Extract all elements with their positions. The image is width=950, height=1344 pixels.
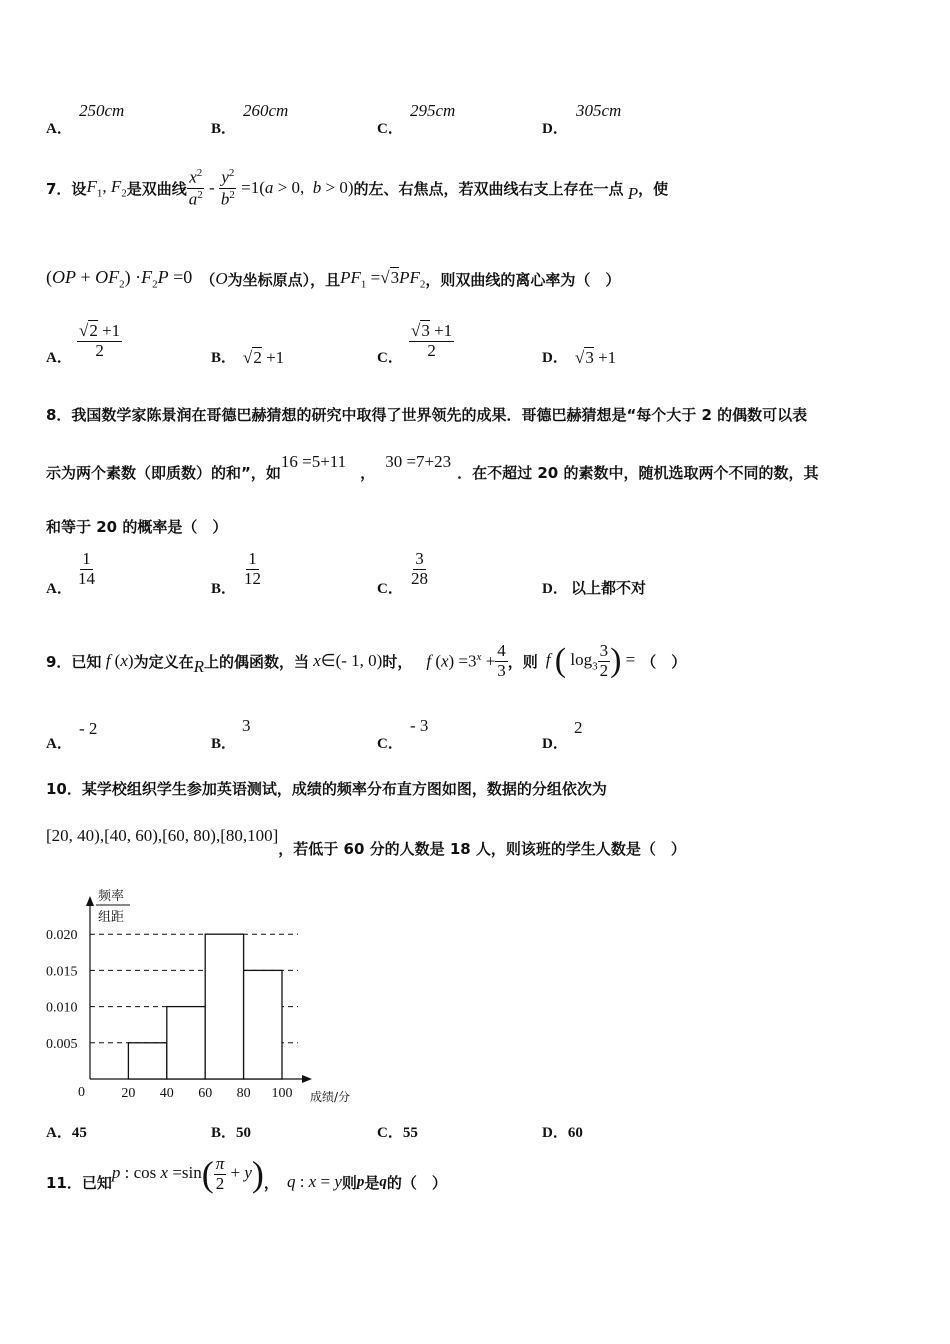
- q9-option-d-label: D．: [542, 736, 568, 752]
- q7-option-a-value: $\frac{√2 +1}{2}$: [79, 321, 121, 360]
- q8-text-2a: 示为两个素数（即质数）的和”，如: [46, 463, 281, 482]
- q6-option-c-value: 295cm: [410, 101, 456, 120]
- chart-ylabel-top: 频率: [98, 889, 125, 904]
- chart-origin-label: 0: [78, 1085, 85, 1100]
- q7-point-p: P: [623, 184, 639, 203]
- q8-option-d-label: D．: [542, 581, 568, 597]
- q8-option-a-value: $\frac{1}{14}$: [78, 549, 95, 588]
- q11-statement-p-end: + y): [226, 1154, 264, 1194]
- chart-bar: [205, 934, 243, 1079]
- q9-query: f ( $\log_3$: [545, 642, 598, 679]
- q9-frac-4-3: $\frac{4}{3}$: [497, 640, 506, 680]
- q8-option-b-label: B．: [211, 581, 237, 597]
- chart-y-tick-label: 0.015: [46, 964, 78, 980]
- chart-x-tick-label: 80: [236, 1086, 251, 1101]
- q10-option-c: C．55: [377, 1125, 418, 1141]
- q7-text-5: 为坐标原点），且: [227, 270, 341, 289]
- q7-hyperbola-condition: =1(a > 0, b > 0): [236, 178, 354, 197]
- chart-x-tick-label: 60: [198, 1086, 213, 1101]
- chart-x-axis-arrow: [302, 1075, 312, 1083]
- q9-option-b-label: B．: [211, 736, 237, 752]
- q8-text-2b: ．在不超过 20 的素数中，随机选取两个不同的数，其: [457, 463, 819, 482]
- q9-query-close: ) =: [610, 642, 636, 679]
- chart-bar: [167, 1007, 205, 1079]
- q10-option-b: B．50: [211, 1125, 252, 1141]
- q9-definition: f $(x) =3^x$ +: [426, 650, 496, 671]
- q11-line1: [46, 1155, 447, 1209]
- q9-text-3: 时，: [382, 652, 413, 671]
- q10-option-a: A．45: [46, 1125, 87, 1141]
- q7-option-d-label: D．: [542, 350, 568, 366]
- q7-line2: [46, 263, 620, 295]
- q6-option-d-label: D．: [542, 121, 568, 137]
- q9-text-2: 上的偶函数，当: [203, 652, 309, 671]
- q7-text-2: 的左、右焦点，若双曲线右支上存在一点: [353, 179, 624, 198]
- chart-y-tick-label: 0.010: [46, 1000, 78, 1016]
- chart-y-axis-arrow: [86, 896, 94, 906]
- q9-domain: x∈(- 1, 0): [313, 651, 383, 670]
- q7-text-6: ，则双曲线的离心率为（ ）: [425, 270, 621, 289]
- q8-comma: ，: [360, 463, 376, 482]
- q8-option-c-label: C．: [377, 581, 403, 597]
- q7-vector-expression: $(OP + OF_2) \cdot F_2P =0$: [46, 267, 193, 291]
- q6-option-a-value: 250cm: [79, 101, 125, 120]
- q10-line2: [46, 824, 686, 860]
- q7-frac-x2a2: $\frac{x^2}{a^2}$: [188, 167, 203, 209]
- q7-foci: $F_1$, $F_2$: [86, 176, 127, 200]
- q9-option-a-label: A．: [46, 736, 72, 752]
- q10-groups: [20, 40),[40, 60),[60, 80),[80,100]: [46, 826, 279, 845]
- q11-frac-pi-2: $\frac{\pi}{2}$: [215, 1153, 225, 1193]
- q9-text-5: （ ）: [641, 652, 687, 671]
- q11-text-then: 则: [341, 1173, 357, 1192]
- q11-statement-q: q : x = y: [286, 1172, 342, 1191]
- q8-equation-2: 30 =7+23: [385, 452, 452, 471]
- q9-set-r: R: [193, 657, 204, 676]
- chart-x-tick-label: 100: [271, 1086, 293, 1101]
- histogram-chart: [40, 882, 370, 1114]
- q7-option-c-label: C．: [377, 350, 403, 366]
- chart-y-tick-label: 0.020: [46, 928, 78, 944]
- q6-option-b-label: B．: [211, 121, 237, 137]
- q9-option-c-value: - 3: [410, 716, 429, 735]
- q7-origin-o: O: [215, 269, 228, 288]
- q9-option-a-value: - 2: [79, 719, 98, 738]
- q7-option-d-value: √3 +1: [575, 348, 617, 367]
- chart-ylabel-bottom: 组距: [98, 910, 125, 925]
- q11-number: 11．已知: [46, 1173, 112, 1192]
- q9-option-d-value: 2: [574, 718, 583, 737]
- q11-statement-p: p : cos x =sin(: [111, 1154, 214, 1194]
- q7-option-c-value: $\frac{√3 +1}{2}$: [411, 321, 453, 360]
- q11-p: p: [356, 1173, 365, 1190]
- q7-option-a-label: A．: [46, 350, 72, 366]
- q10-line1: 10．某学校组织学生参加英语测试，成绩的频率分布直方图如图，数据的分组依次为: [46, 780, 607, 798]
- q7-option-b-label: B．: [211, 350, 237, 366]
- q9-line1: [46, 636, 686, 686]
- chart-y-tick-label: 0.005: [46, 1036, 78, 1052]
- q6-option-b-value: 260cm: [243, 101, 289, 120]
- q9-text-4: ，则: [507, 652, 538, 671]
- q7-pf-relation: $PF_1 =√3PF_2$: [340, 267, 426, 291]
- q7-frac-y2b2: $\frac{y^2}{b^2}$: [220, 167, 235, 209]
- chart-bar: [128, 1043, 166, 1079]
- q9-option-b-value: 3: [242, 716, 251, 735]
- q9-option-c-label: C．: [377, 736, 403, 752]
- q10-text-2: ，若低于 60 分的人数是 18 人，则该班的学生人数是（ ）: [278, 839, 686, 858]
- q8-option-a-label: A．: [46, 581, 72, 597]
- q7-text-4: （: [200, 270, 216, 289]
- q8-line3: 和等于 20 的概率是（ ）: [46, 518, 228, 536]
- q10-option-d: D．60: [542, 1125, 583, 1141]
- q11-comma: ，: [263, 1173, 279, 1192]
- q9-text-1: 为定义在: [133, 652, 194, 671]
- chart-x-tick-label: 40: [159, 1086, 174, 1101]
- q7-text-3: ，使: [638, 179, 669, 198]
- q8-line2: [46, 452, 818, 492]
- q8-line1: 8．我国数学家陈景润在哥德巴赫猜想的研究中取得了世界领先的成果．哥德巴赫猜想是“每个大于 2 的偶数可以表: [46, 406, 808, 424]
- q6-option-d-value: 305cm: [576, 101, 622, 120]
- q7-number: 7．设: [46, 179, 87, 198]
- q7-minus: -: [204, 178, 219, 197]
- q11-text-is: 是: [364, 1173, 380, 1192]
- q11-text-3: 的（ ）: [386, 1173, 447, 1192]
- q7-line1: [46, 163, 668, 213]
- q8-equation-1: 16 =5+11: [280, 452, 347, 471]
- q9-fx: f (x): [105, 651, 134, 670]
- q8-option-d-value: 以上都不对: [571, 579, 647, 597]
- chart-bar: [244, 970, 282, 1079]
- chart-xlabel: 成绩/分: [310, 1090, 351, 1104]
- q9-frac-3-2: $\frac{3}{2}$: [599, 640, 609, 680]
- q7-option-b-value: √2 +1: [243, 348, 285, 367]
- chart-x-tick-label: 20: [121, 1086, 136, 1101]
- q11-q: q: [379, 1173, 387, 1190]
- q6-option-a-label: A．: [46, 121, 72, 137]
- q8-option-c-value: $\frac{3}{28}$: [411, 549, 428, 588]
- q9-number: 9．已知: [46, 652, 102, 671]
- q6-option-c-label: C．: [377, 121, 403, 137]
- q7-text-1: 是双曲线: [126, 179, 187, 198]
- q8-option-b-value: $\frac{1}{12}$: [244, 549, 261, 588]
